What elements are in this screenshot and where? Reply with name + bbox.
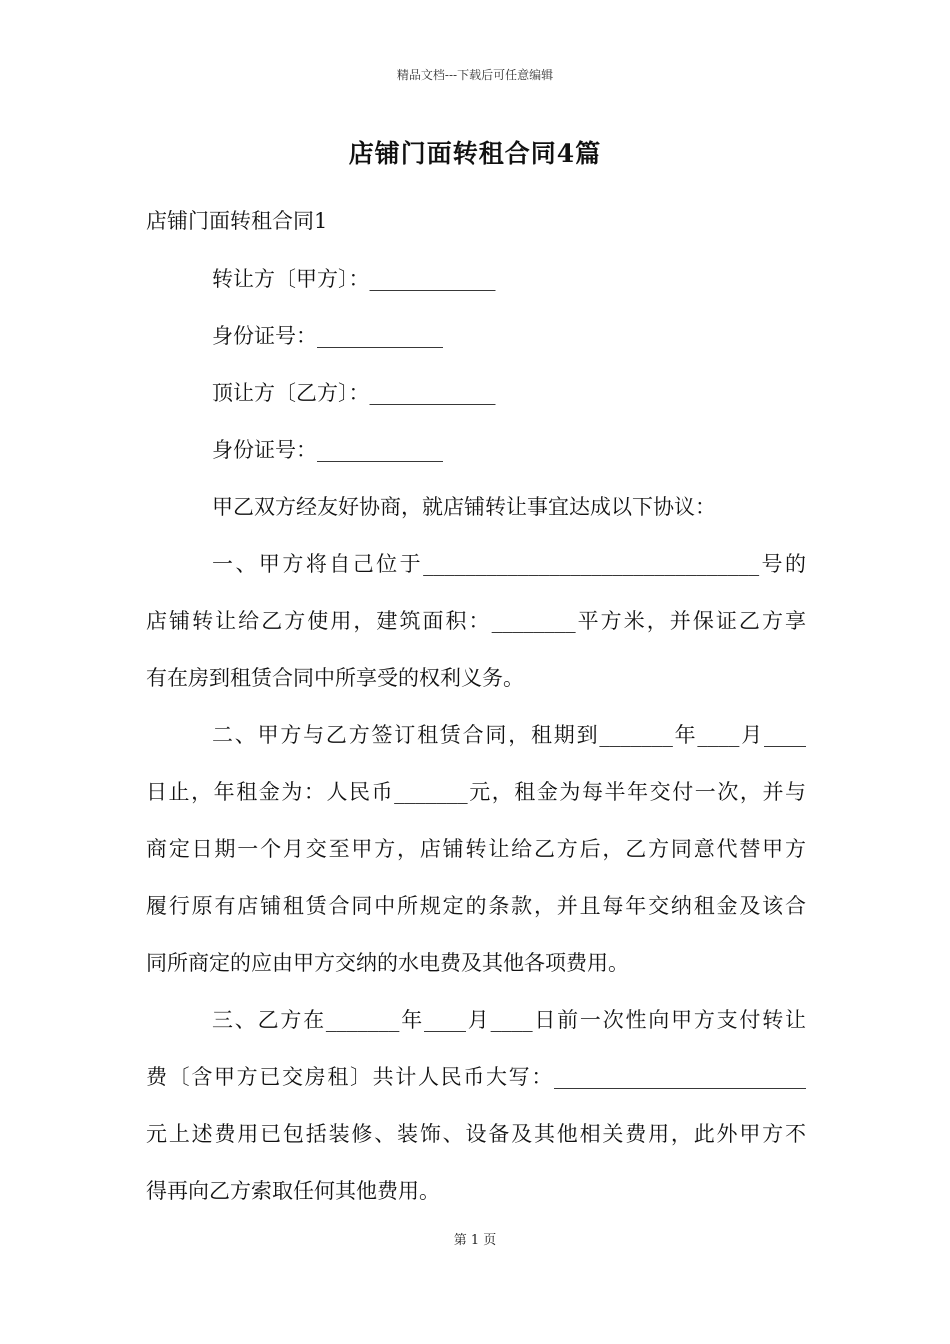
transferor-field: 转让方〔甲方〕：____________	[212, 267, 496, 291]
page-number: 第 1 页	[453, 1233, 497, 1248]
clause-3-line: 费〔含甲方已交房租〕共计人民币大写：________________________	[146, 1065, 806, 1089]
clause-1-line: 有在房到租赁合同中所享受的权利义务。	[146, 666, 524, 690]
clause-1-line: 一、甲方将自己位于________________________________号的	[212, 552, 806, 576]
document-title: 店铺门面转租合同4篇	[348, 139, 602, 168]
section-heading: 店铺门面转租合同1	[146, 209, 328, 233]
clause-3-line: 元上述费用已包括装修、装饰、设备及其他相关费用，此外甲方不	[146, 1122, 806, 1146]
transferee-field: 顶让方〔乙方〕：____________	[212, 381, 496, 405]
clause-3-line: 三、乙方在_______年____月____日前一次性向甲方支付转让	[212, 1008, 806, 1032]
agreement-intro: 甲乙双方经友好协商，就店铺转让事宜达成以下协议：	[212, 495, 716, 519]
clause-2-line: 履行原有店铺租赁合同中所规定的条款，并且每年交纳租金及该合	[146, 894, 806, 918]
page-header: 精品文档---下载后可任意编辑	[396, 68, 554, 82]
clause-2-line: 同所商定的应由甲方交纳的水电费及其他各项费用。	[146, 951, 629, 975]
transferee-id-field: 身份证号：____________	[212, 438, 443, 462]
transferor-id-field: 身份证号：____________	[212, 324, 443, 348]
clause-2-line: 日止，年租金为：人民币_______元，租金为每半年交付一次，并与	[146, 780, 806, 804]
clause-3-line: 得再向乙方索取任何其他费用。	[146, 1179, 440, 1203]
clause-2-line: 商定日期一个月交至甲方，店铺转让给乙方后，乙方同意代替甲方	[146, 837, 806, 861]
clause-1-line: 店铺转让给乙方使用，建筑面积：________平方米，并保证乙方享	[146, 609, 806, 633]
clause-2-line: 二、甲方与乙方签订租赁合同，租期到_______年____月____	[212, 723, 806, 747]
